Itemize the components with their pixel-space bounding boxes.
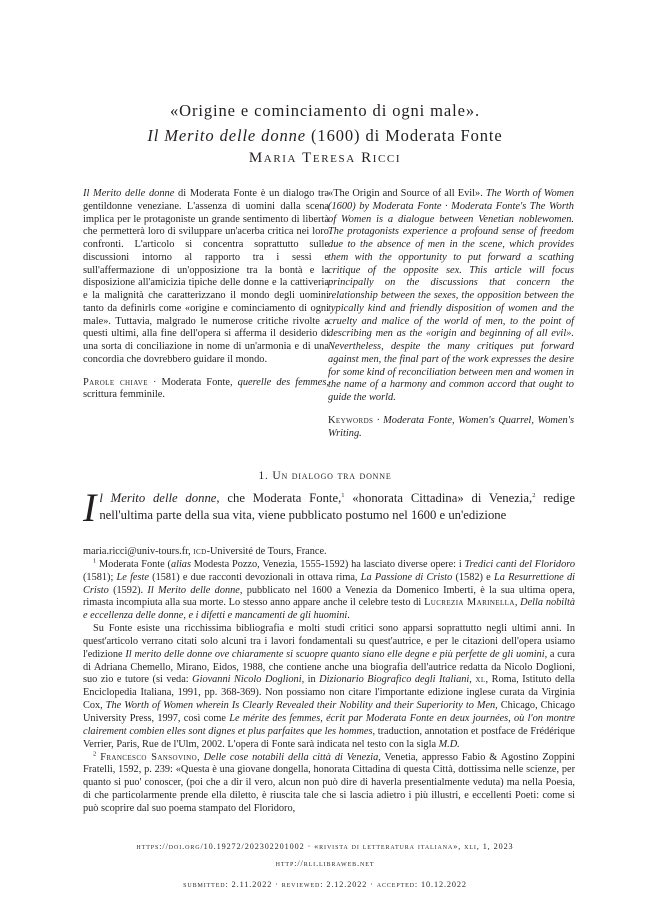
footnote-2-number: 2 — [93, 750, 97, 758]
fn1-b: Modesta Pozzo, Venezia, 1555-1592) ha lasciato diverse opere: i — [190, 558, 465, 570]
footnotes — [83, 546, 575, 816]
affiliation-sc: icd — [193, 546, 207, 557]
fn1b-c: , in — [301, 674, 320, 686]
footnote-1 — [83, 559, 575, 623]
fn1b-a: Su Fonte esiste una ricchissima bibliografia e molti studi critici sono apparsi soprattutto negli ultimi anni. In quest'articolo verrano citati solo alcuni tra i lavori fondamentali su quest'autrice, e per le citazioni dell'opera usiamo l'edizione — [83, 623, 575, 660]
fn1b-f: , Chicago, Chicago University Press, 1997, così come — [83, 700, 575, 724]
body-paragraph — [83, 485, 575, 530]
section-heading: 1. Un dialogo tra donne — [258, 470, 392, 482]
fn1b-b: , a cura di Adriana Chemello, Mirano, Eidos, 1988, che contiene anche una biografia dell'autrice redatta da Nicolo Doglioni, suo zio e tutore (si veda: — [83, 648, 576, 686]
fn2-author: Francesco Sansovino — [100, 751, 198, 763]
fn1-e-it: La Resurrettione di Cristo — [83, 571, 575, 596]
affiliation-rest: -Université de Tours, France. — [206, 546, 327, 557]
fn1b-d: , — [469, 674, 476, 686]
fn1b-e: , Roma, Istituto della Enciclopedia Italiana, 1991, pp. 368-369). Non possiamo non citare l'importante edizione inglese curata da Virginia Cox, — [83, 674, 575, 712]
body-work-title: l Merito delle donne — [99, 491, 217, 505]
fn1-c: (1581); — [83, 571, 117, 583]
keywords-it-label: Parole chiave — [83, 376, 148, 388]
fn1b-a-it: Il merito delle donne ove chiaramente si scuopre quanto siano elle degne e più perfette de gli uomini — [125, 648, 545, 660]
drop-cap: I — [83, 485, 97, 530]
fn1-d-it: La Passione di Cristo — [360, 571, 453, 583]
footnote-1-number: 1 — [93, 557, 97, 565]
author-email[interactable]: maria.ricci@univ-tours.fr, — [83, 546, 194, 557]
title-work-italic: Il Merito delle donne — [147, 126, 306, 145]
fn1b-c-it: Dizionario Biografico degli Italiani — [319, 674, 470, 686]
fn1-b-it: Tredici canti del Floridoro — [464, 558, 576, 570]
article-title — [40, 98, 610, 148]
title-line-1: «Origine e cominciamento di ogni male». — [169, 101, 481, 120]
keywords-it-b: querelle des femmes — [237, 376, 327, 388]
fn1-g: , pubblicato nel 1600 a Venezia da Domenico Imberti, è la sua ultima opera, rimasta incompiuta alla sua morte. Lo stesso anno appare anche il celebre testo di — [83, 584, 575, 609]
abstract-italian-text — [83, 188, 329, 367]
journal-url[interactable]: http://rli.libraweb.net — [275, 859, 375, 868]
fn1-f-it: Il Merito delle donne — [147, 584, 240, 596]
author-name: Maria Teresa Ricci — [248, 150, 402, 166]
fn1b-g-it: M.D. — [438, 738, 460, 750]
abstract-it-body: di Moderata Fonte è un dialogo tra gentildonne veneziane. L'assenza di uomini dalla scena implica per le protagoniste un grande sentimento di libertà che permetterà loro di sviluppare un'acerba critica nei loro confronti. L'articolo si concentra soprattutto sulle discussioni intorno al rapporto tra i sessi e sull'affermazione di un'opposizione tra la bontà e la disposizione all'amicizia tipiche delle donne e la cattiveria e la malignità che caratterizzano il mondo degli uomini tanto da definirls come «origine e cominciamento di ogni male». Tuttavia, malgrado le numerose critiche rivolte a questi ultimi, alla fine dell'opera si afferma il desiderio di una sorta di conciliazione in nome di un'armonia e di una concordia che dovrebbero guidare il mondo. — [83, 188, 329, 365]
fn1b-f-it: Le mérite des femmes, écrit par Moderata Fonte en deux journées, où l'on montre clairement combien elles sont dignes et plus parfaites que les hommes — [83, 712, 575, 737]
doi-line[interactable]: https://doi.org/10.19272/202302201002 · «rivista di letteratura italiana», xli, 1, 2023 — [136, 842, 514, 851]
keywords-italian — [83, 377, 329, 403]
fn1-h: , — [514, 597, 521, 609]
abstract-en-lead: «The Origin and Source of all Evil». — [328, 188, 486, 199]
fn1-a: Moderata Fonte ( — [99, 558, 171, 570]
fn1-e: (1582) e — [452, 571, 494, 583]
footnote-1-continued — [83, 623, 575, 751]
fn1-a-it: alias — [170, 558, 191, 570]
keywords-it-c: , scrittura femminile. — [83, 376, 329, 401]
body-text-b: «honorata Cittadina» di Venezia, — [344, 491, 533, 505]
body-text-c: redige nell'ultima parte della sua vita, viene pubblicato postumo nel 1600 e un'edizione — [99, 491, 575, 522]
fn1b-d-sc: xl — [475, 674, 486, 686]
footnote-ref-1[interactable]: 1 — [341, 491, 345, 499]
fn1-c-it: Le feste — [116, 571, 149, 583]
fn2-a: , — [197, 751, 204, 763]
footnote-ref-2[interactable]: 2 — [532, 491, 536, 499]
fn1-i: . — [347, 610, 350, 622]
fn1-f: (1592). — [108, 584, 148, 596]
fn2-a-it: Delle cose notabili della città di Venezia — [203, 751, 379, 763]
abstract-english-text — [328, 188, 574, 405]
fn1-g-sc: Lucrezia Marinella — [424, 597, 515, 609]
fn1b-e-it: The Worth of Women wherein Is Clearly Revealed their Nobility and their Superiority to Men — [105, 700, 496, 712]
fn1b-g: , traduction, annotation et postface de Frédérique Verrier, Paris, Rue de l'Ulm, 2002. L'opera di Fonte sarà indicata nel testo con la sigla — [83, 725, 575, 750]
fn1-d: (1581) e due racconti devozionali in ottava rima, — [148, 571, 361, 583]
fn2-b: , Venetia, appresso Fabio & Agostino Zoppini Fratelli, 1592, p. 239: «Questa è una giovane dongella, honorata Cittadina di questa Città, dottissima nelle scienze, per quanto si puo' conoscer, (poi che a dir il vero, alcun non può dire di haverla presentialmente veduta) ma nella Poesia, di che particolarmente prende ella diletto, è riuscita tale che si lascia adietro i più illustri, e eccellenti Poeti: come si può scoprire dal suo poema stampato del Floridoro, — [83, 751, 575, 814]
submission-dates: submitted: 2.11.2022 · reviewed: 2.12.2022 · accepted: 10.12.2022 — [183, 880, 467, 889]
abstract-it-lead: Il Merito delle donne — [83, 188, 175, 199]
footnote-2 — [83, 752, 575, 816]
keywords-en-label: Keywords — [328, 414, 374, 426]
abstract-english — [328, 188, 574, 440]
keywords-en-text: · Moderata Fonte, Women's Quarrel, Women's Writing. — [328, 414, 574, 439]
fn1-h-it: Della nobiltà e eccellenza delle donne, e i difetti e mancamenti de gli huomini — [83, 597, 575, 622]
abstract-italian — [83, 188, 329, 402]
affiliation-note — [83, 546, 575, 559]
title-line-2-rest: (1600) di Moderata Fonte — [306, 126, 503, 145]
keywords-it-a: · Moderata Fonte, — [147, 376, 238, 388]
body-text-a: , che Moderata Fonte, — [216, 491, 342, 505]
fn1b-b-it: Giovanni Nicolo Doglioni — [192, 674, 302, 686]
keywords-english — [328, 415, 574, 441]
abstract-en-body: The Worth of Women (1600) by Moderata Fonte · Moderata Fonte's The Worth of Women is a dialogue between Venetian noblewomen. The protagonists experience a profound sense of freedom due to the absence of men in the scene, which provides them with the opportunity to put forward a scathing critique of the opposite sex. This article will focus principally on the discussions that concern the relationship between the sexes, the opposition between the typically kind and friendly disposition of women and the cruelty and malice of the world of men, to the point of describing men as the «origin and beginning of all evil». Nevertheless, despite the many critiques put forward against men, the final part of the work expresses the desire for some kind of reconciliation between men and women in the name of a harmony and common accord that ought to guide the world. — [328, 188, 574, 403]
